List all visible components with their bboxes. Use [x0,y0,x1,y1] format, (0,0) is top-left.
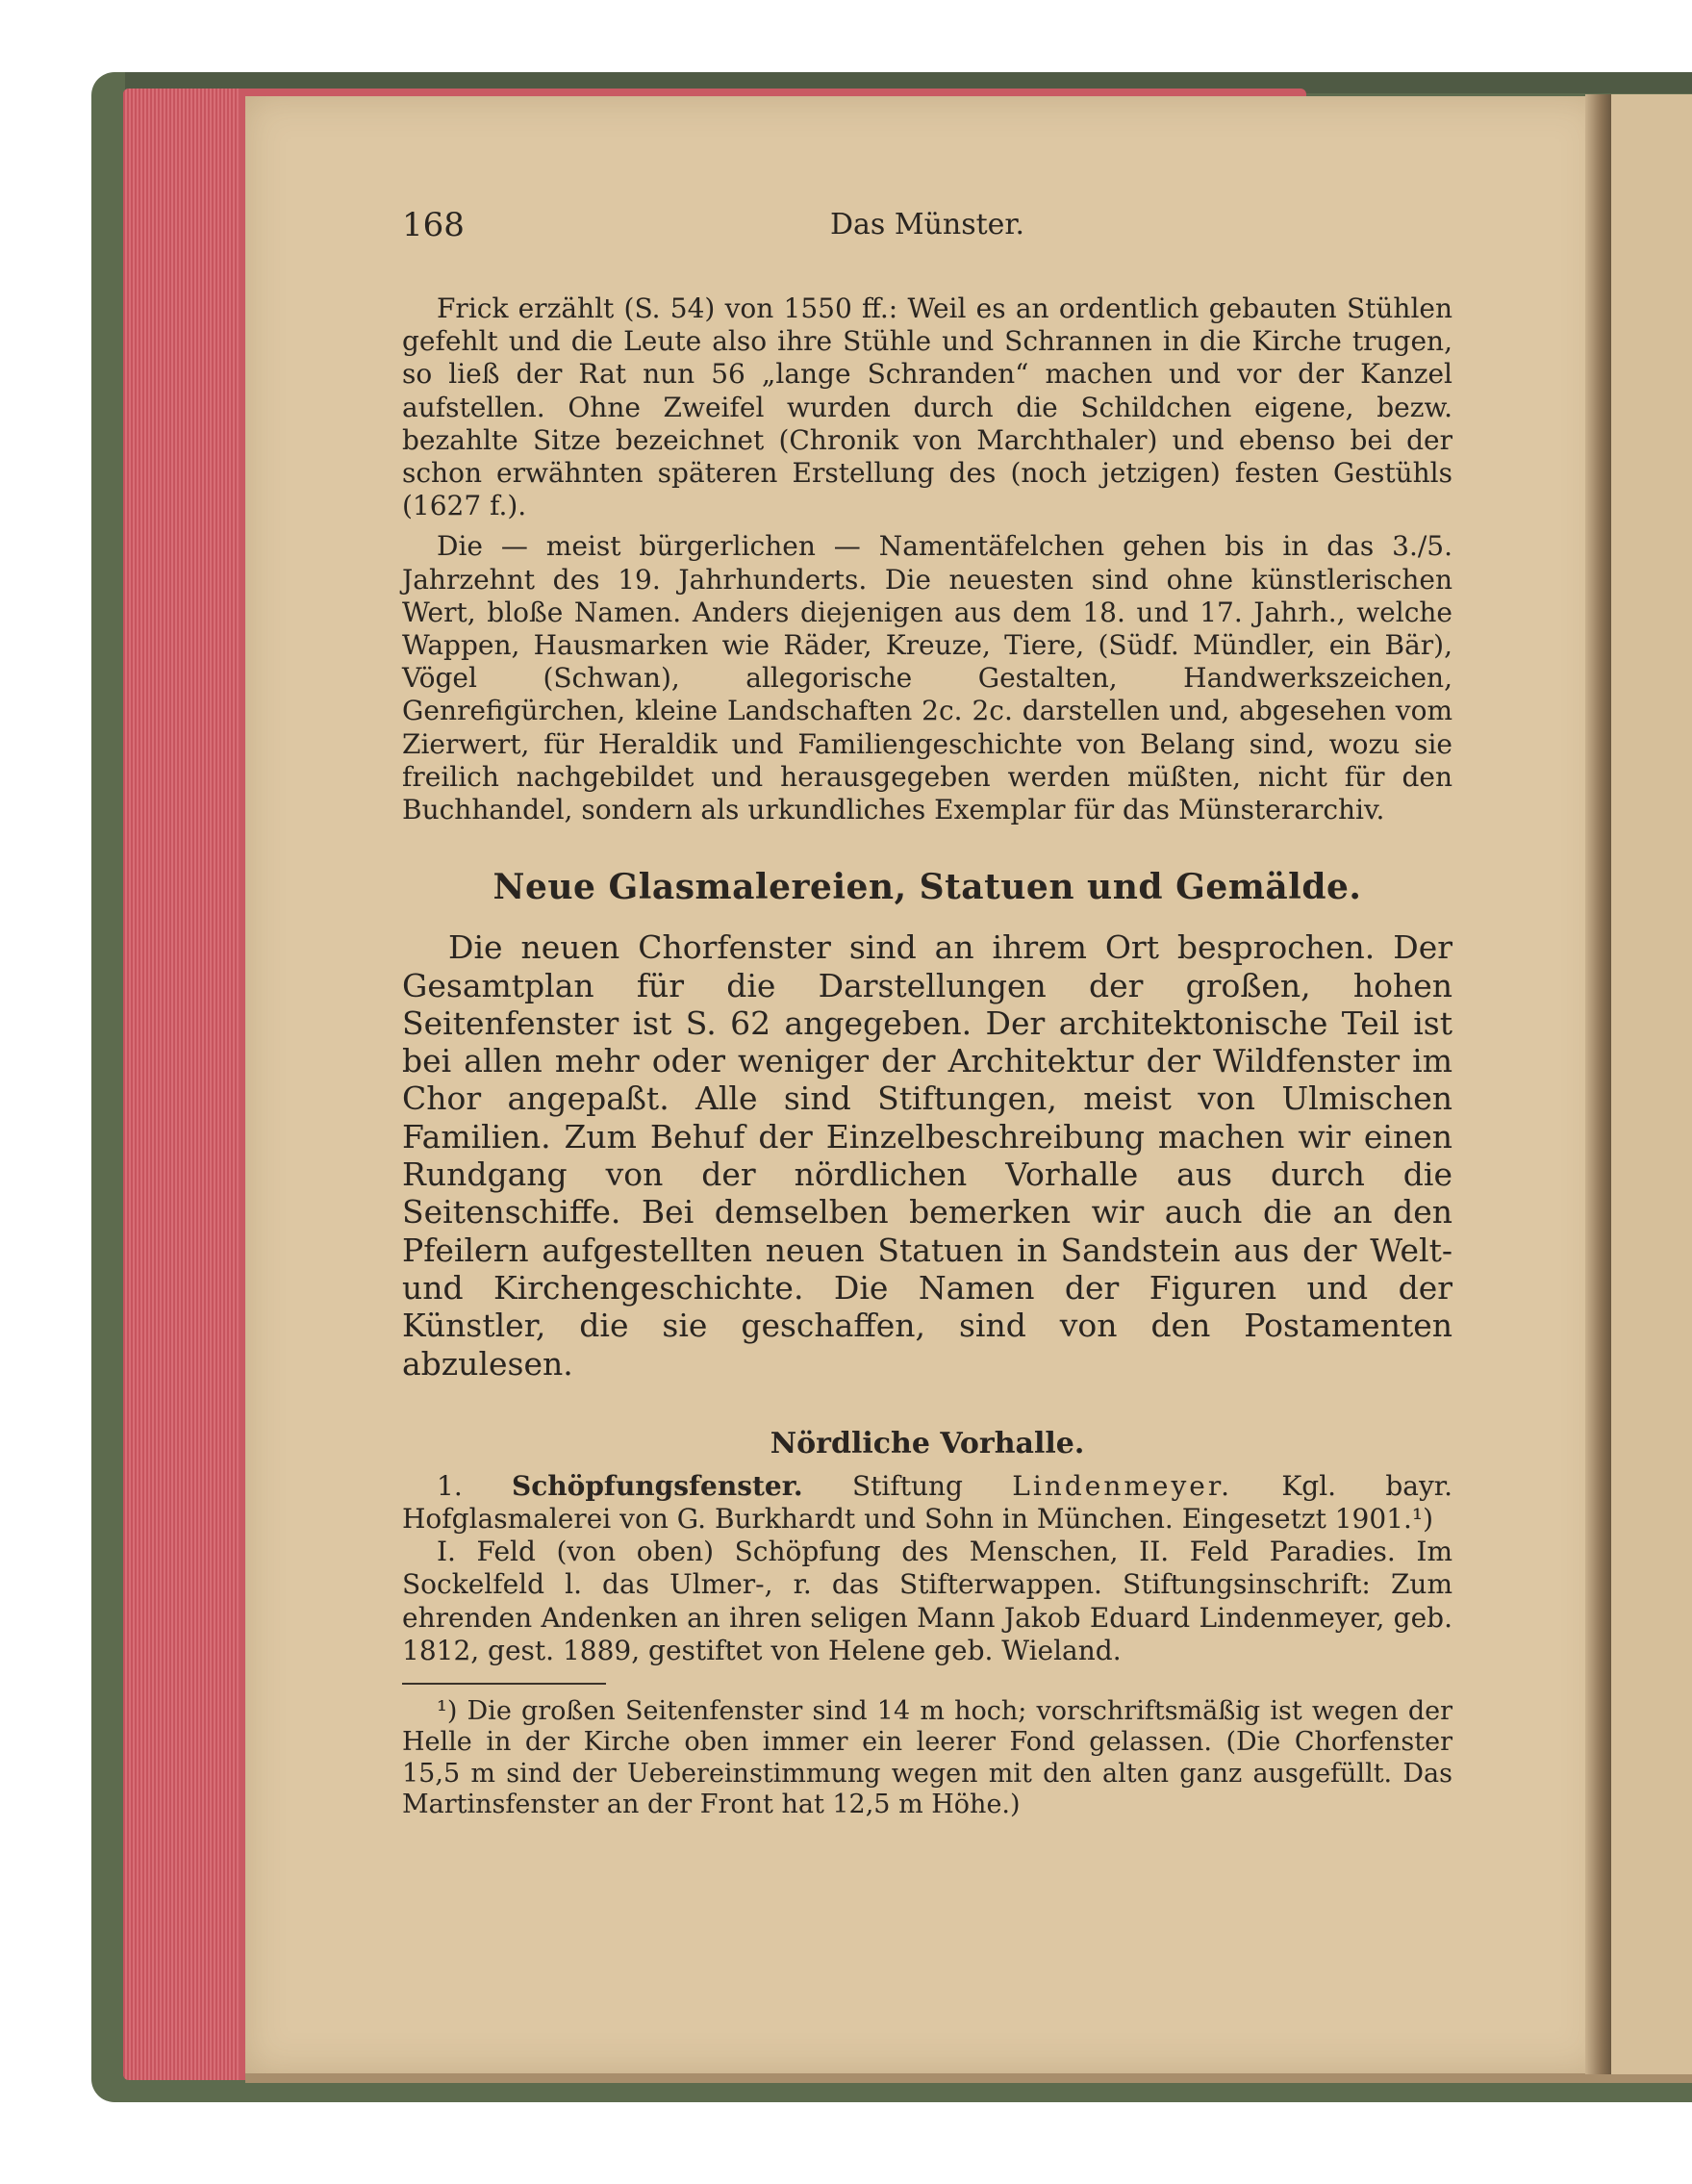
section-paragraph: Die neuen Chorfenster sind an ihrem Ort besprochen. Der Gesamtplan für die Darstellungen der großen, hohen Seitenfenster ist S. 62 angegeben. Der architektonische Teil ist bei allen mehr oder weniger der Architektur der Wildfenster im Chor angepaßt. Alle sind Stiftungen, meist von Ulmischen Familien. Zum Behuf der Einzelbeschreibung machen wir einen Rundgang von der nördlichen Vorhalle aus durch die Seitenschiffe. Bei demselben bemerken wir auch die an den Pfeilern aufgestellten neuen Statuen in Sandstein aus der Welt- und Kirchengeschichte. Die Namen der Figuren und der Künstler, die sie geschaffen, sind von den Postamenten abzulesen. [402,928,1452,1383]
page-content [402,202,1452,1821]
intro-paragraph-2: Die — meist bürgerlichen — Namentäfelchen gehen bis in das 3./5. Jahrzehnt des 19. Jahrhunderts. Die neuesten sind ohne künstlerischen Wert, bloße Namen. Anders diejenigen aus dem 18. und 17. Jahrh., welche Wappen, Hausmarken wie Räder, Kreuze, Tiere, (Südf. Mündler, ein Bär), Vögel (Schwan), allegorische Gestalten, Handwerkszeichen, Genrefigürchen, kleine Landschaften 2c. 2c. darstellen und, abgesehen vom Zierwert, für Heraldik und Familiengeschichte von Belang sind, wozu sie freilich nachgebildet und herausgegeben werden müßten, nicht für den Buchhandel, sondern als urkundliches Exemplar für das Münsterarchiv. [402,530,1452,826]
section-heading: Neue Glasmalereien, Statuen und Gemälde. [492,867,1362,908]
page-number: 168 [402,206,465,244]
page-header [402,202,1452,256]
window-entry [402,1470,1452,1536]
facing-page-edge [1611,94,1692,2074]
subsection-heading: Nördliche Vorhalle. [770,1426,1085,1460]
intro-paragraph-1: Frick erzählt (S. 54) von 1550 ff.: Weil es an ordentlich gebauten Stühlen gefehlt und die Leute also ihre Stühle und Schrannen in die Kirche trugen, so ließ der Rat nun 56 „lange Schranden“ machen und vor der Kanzel aufstellen. Ohne Zweifel wurden durch die Schildchen eigene, bezw. bezahlte Sitze bezeichnet (Chronik von Marchthaler) und ebenso bei der schon erwähnten späteren Erstellung des (noch jetzigen) festen Gestühls (1627 f.). [402,292,1452,522]
entry-text: Kgl. bayr. Hofglasmalerei von G. Burkhardt und Sohn in München. Eingesetzt 1901.¹) [402,1469,1453,1536]
page-bottom-edge [245,2073,1692,2083]
footnote-divider [402,1683,606,1685]
book-gutter [1585,94,1611,2074]
entry-donor-prefix: Stiftung [851,1469,963,1502]
window-entry-details: I. Feld (von oben) Schöpfung des Menschen, II. Feld Paradies. Im Sockelfeld l. das Ulmer-, r. das Stifterwappen. Stiftungsinschrift: Zum ehrenden Andenken an ihren seligen Mann Jakob Eduard Lindenmeyer, geb. 1812, gest. 1889, gestiftet von Helene geb. Wieland. [402,1536,1452,1666]
footnote: ¹) Die großen Seitenfenster sind 14 m hoch; vorschriftsmäßig ist wegen der Helle in der Kirche oben immer ein leerer Fond gelassen. (Die Chorfenster 15,5 m sind der Uebereinstimmung wegen mit den alten ganz ausgefüllt. Das Martinsfenster an der Front hat 12,5 m Höhe.) [402,1696,1452,1820]
entry-donor: Lindenmeyer. [1012,1469,1233,1502]
running-title: Das Münster. [829,208,1025,241]
entry-title: Schöpfungsfenster. [512,1469,803,1502]
entry-number: 1. [437,1469,463,1502]
